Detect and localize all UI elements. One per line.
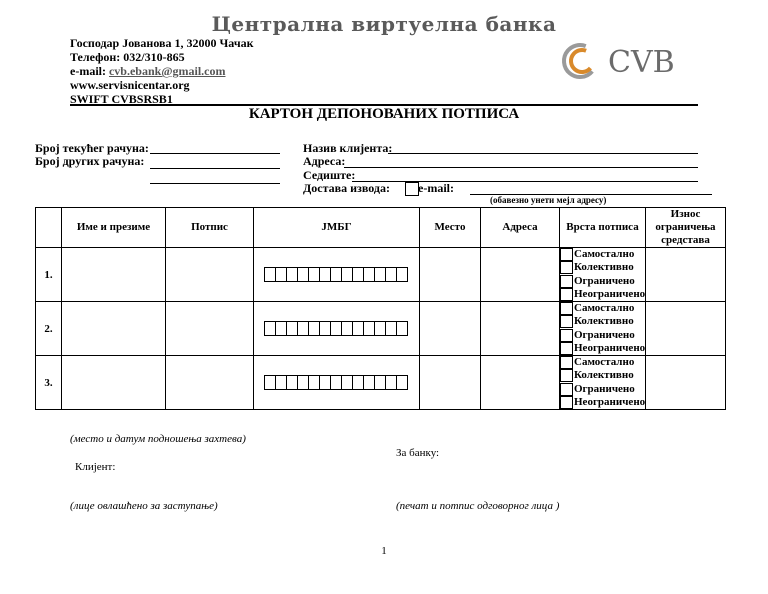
- for-bank-label: За банку:: [396, 447, 440, 459]
- address-field[interactable]: [344, 167, 698, 168]
- signature-type-label: Ограничено: [574, 382, 635, 395]
- signature-type-option[interactable]: [560, 369, 645, 382]
- col-address: Адреса: [481, 208, 560, 248]
- table-header-row: [36, 208, 726, 248]
- jmbg-digit-box[interactable]: [396, 375, 408, 390]
- signature-type-checkbox[interactable]: [560, 248, 573, 261]
- signatories-table: [35, 207, 726, 410]
- signature-type-cell: [560, 302, 646, 356]
- table-row: [36, 356, 726, 410]
- signature-cell[interactable]: [166, 248, 254, 302]
- signature-type-label: Ограничено: [574, 274, 635, 287]
- page-number: 1: [381, 545, 387, 557]
- row-number: 3.: [36, 356, 62, 410]
- signature-type-option[interactable]: [560, 356, 645, 369]
- signature-type-option[interactable]: [560, 302, 645, 315]
- limit-amount-cell[interactable]: [646, 356, 726, 410]
- signature-type-checkbox[interactable]: [560, 342, 573, 355]
- signature-type-label: Неограничено: [574, 395, 646, 408]
- logo-text: CVB: [608, 45, 675, 80]
- limit-amount-cell[interactable]: [646, 248, 726, 302]
- bank-email-link[interactable]: cvb.ebank@gmail.com: [108, 64, 226, 78]
- col-jmbg: ЈМБГ: [254, 208, 420, 248]
- signature-type-option[interactable]: [560, 396, 645, 409]
- signature-type-option[interactable]: [560, 288, 645, 301]
- authorized-person-caption: (лице овлашћено за заступање): [70, 500, 218, 512]
- client-name-label: Назив клијента:: [303, 141, 393, 155]
- signature-type-checkbox[interactable]: [560, 302, 573, 315]
- signature-cell[interactable]: [166, 356, 254, 410]
- bank-swift: SWIFT CVBSRSB1: [70, 92, 173, 106]
- seat-label: Седиште:: [303, 168, 356, 182]
- signature-type-checkbox[interactable]: [560, 275, 573, 288]
- signature-type-checkbox[interactable]: [560, 369, 573, 382]
- delivery-label: Достава извода:: [303, 181, 390, 195]
- signature-type-checkbox[interactable]: [560, 329, 573, 342]
- current-account-label: Број текућег рачуна:: [35, 141, 149, 155]
- col-number: [36, 208, 62, 248]
- email-option-label: e-mail:: [418, 181, 454, 195]
- form-title: КАРТОН ДЕПОНОВАНИХ ПОТПИСА: [248, 106, 520, 122]
- bank-website: www.servisnicentar.org: [70, 78, 190, 92]
- jmbg-cell: [254, 356, 420, 410]
- bank-address: Господар Јованова 1, 32000 Чачак: [70, 36, 254, 50]
- place-date-caption: (место и датум подношења захтева): [70, 433, 246, 445]
- signature-type-option[interactable]: [560, 261, 645, 274]
- signature-type-option[interactable]: [560, 342, 645, 355]
- name-cell[interactable]: [62, 248, 166, 302]
- table-row: [36, 302, 726, 356]
- signature-type-label: Самостално: [574, 302, 635, 315]
- bank-email-line: [70, 64, 254, 78]
- address-cell[interactable]: [481, 356, 560, 410]
- bank-contact-block: [70, 36, 254, 106]
- col-signature-type: Врста потписа: [560, 208, 646, 248]
- col-place: Место: [420, 208, 481, 248]
- address-label: Адреса:: [303, 154, 346, 168]
- jmbg-cell: [254, 248, 420, 302]
- limit-amount-cell[interactable]: [646, 302, 726, 356]
- signature-cell[interactable]: [166, 302, 254, 356]
- signature-type-label: Неограничено: [574, 287, 646, 300]
- row-number: 2.: [36, 302, 62, 356]
- place-cell[interactable]: [420, 356, 481, 410]
- signature-type-option[interactable]: [560, 315, 645, 328]
- place-cell[interactable]: [420, 248, 481, 302]
- signature-type-cell: [560, 356, 646, 410]
- jmbg-digit-box[interactable]: [396, 321, 408, 336]
- cvb-logo: [560, 40, 690, 84]
- client-label: Клијент:: [75, 461, 116, 473]
- col-limit-amount: Износ ограничења средстава: [646, 208, 726, 248]
- jmbg-cell: [254, 302, 420, 356]
- other-accounts-field-2[interactable]: [150, 183, 280, 184]
- signature-type-option[interactable]: [560, 275, 645, 288]
- current-account-field[interactable]: [150, 153, 280, 154]
- signature-type-label: Колективно: [574, 261, 634, 274]
- col-signature: Потпис: [166, 208, 254, 248]
- signature-type-checkbox[interactable]: [560, 315, 573, 328]
- email-delivery-checkbox[interactable]: [405, 182, 419, 196]
- email-note: (обавезно унети мејл адресу): [490, 195, 607, 205]
- place-cell[interactable]: [420, 302, 481, 356]
- jmbg-digit-box[interactable]: [396, 267, 408, 282]
- signature-type-cell: [560, 248, 646, 302]
- bank-name: Централна виртуелна банка: [211, 12, 557, 36]
- stamp-signature-caption: (печат и потпис одговорног лица ): [396, 500, 560, 512]
- seat-field[interactable]: [352, 181, 698, 182]
- signature-type-checkbox[interactable]: [560, 396, 573, 409]
- other-accounts-field-1[interactable]: [150, 168, 280, 169]
- signature-type-checkbox[interactable]: [560, 288, 573, 301]
- signature-type-label: Колективно: [574, 369, 634, 382]
- name-cell[interactable]: [62, 302, 166, 356]
- name-cell[interactable]: [62, 356, 166, 410]
- address-cell[interactable]: [481, 302, 560, 356]
- signature-type-checkbox[interactable]: [560, 356, 573, 369]
- table-row: [36, 248, 726, 302]
- signature-type-option[interactable]: [560, 383, 645, 396]
- signature-type-checkbox[interactable]: [560, 261, 573, 274]
- signature-type-label: Ограничено: [574, 328, 635, 341]
- col-name: Име и презиме: [62, 208, 166, 248]
- signature-type-checkbox[interactable]: [560, 383, 573, 396]
- address-cell[interactable]: [481, 248, 560, 302]
- email-label: e-mail:: [70, 64, 109, 78]
- signature-type-label: Неограничено: [574, 341, 646, 354]
- signature-type-label: Колективно: [574, 315, 634, 328]
- client-name-field[interactable]: [388, 153, 698, 154]
- signature-type-label: Самостално: [574, 248, 635, 261]
- row-number: 1.: [36, 248, 62, 302]
- other-accounts-label: Број других рачуна:: [35, 154, 145, 168]
- bank-phone: Телефон: 032/310-865: [70, 50, 185, 64]
- signature-type-option[interactable]: [560, 329, 645, 342]
- signature-type-option[interactable]: [560, 248, 645, 261]
- signature-type-label: Самостално: [574, 356, 635, 369]
